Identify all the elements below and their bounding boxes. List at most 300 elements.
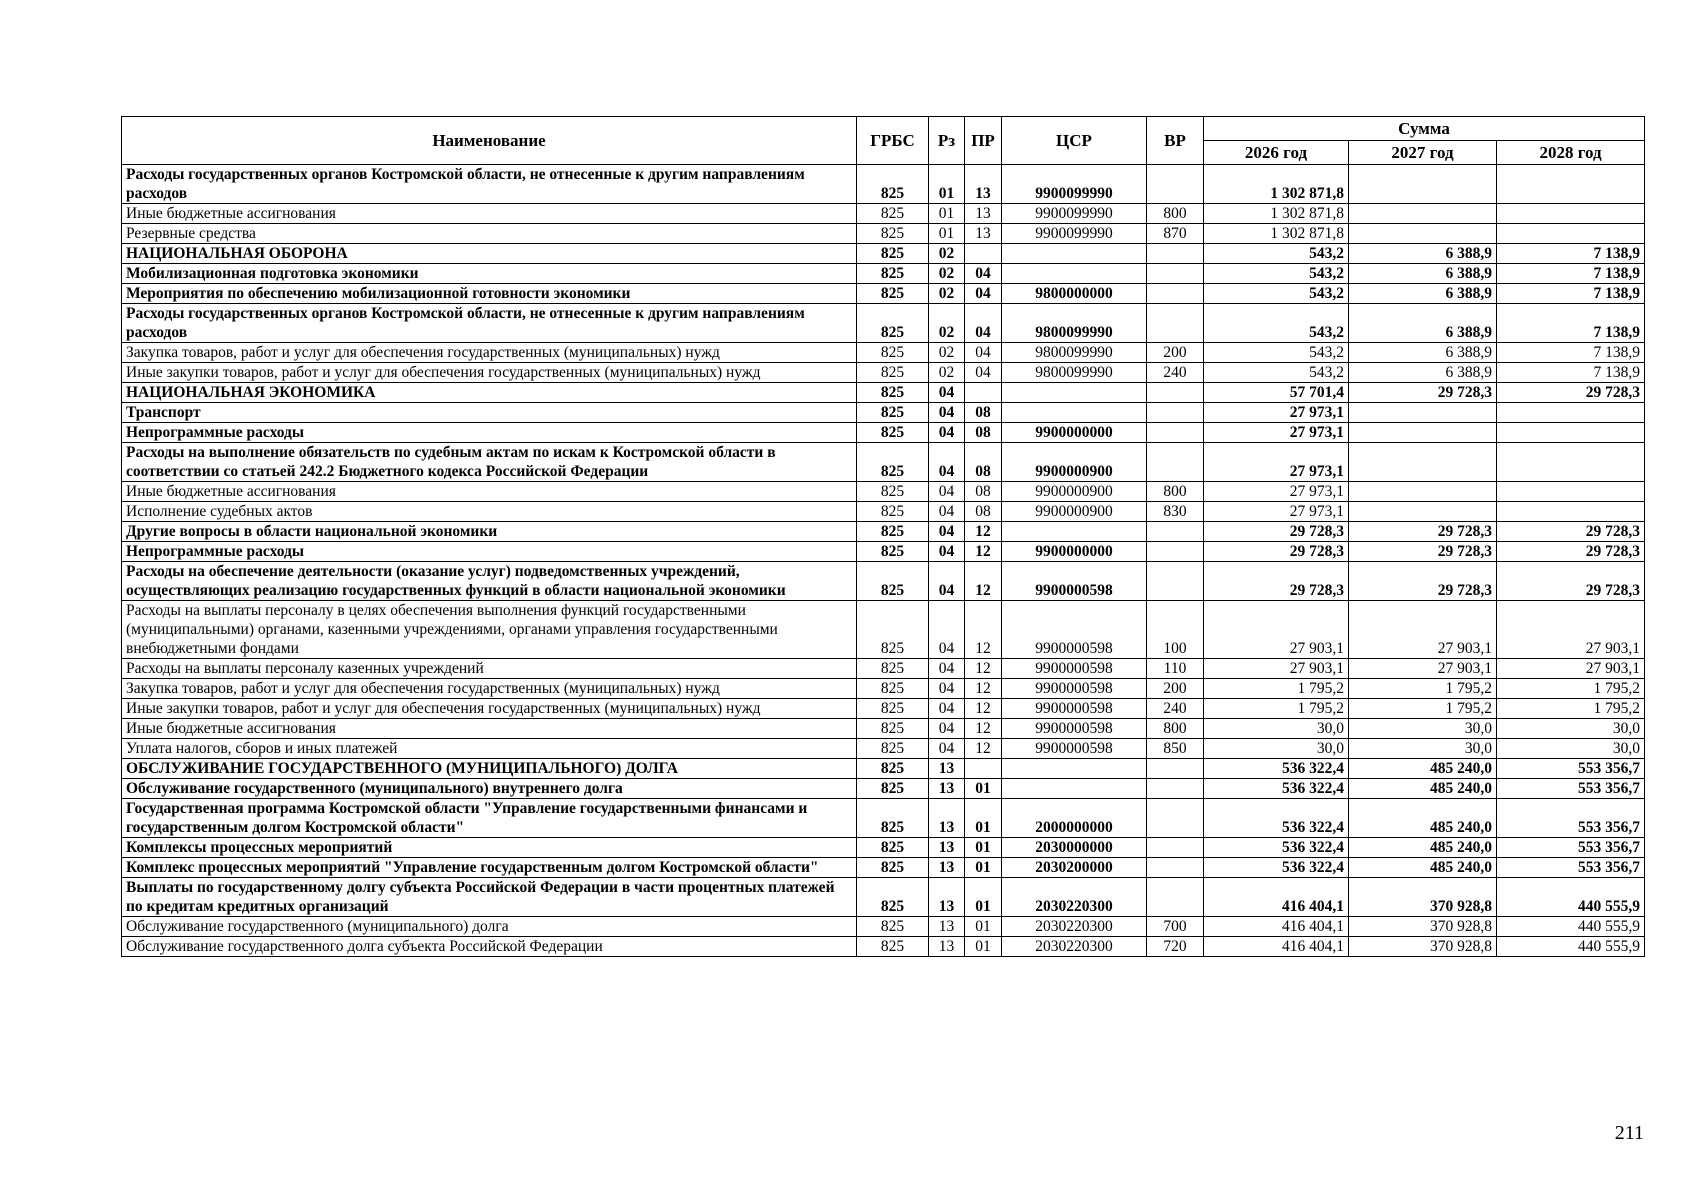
cell-rz: 02: [929, 284, 965, 304]
cell-csr: 9900000000: [1002, 423, 1147, 443]
cell-sum-2026: 57 701,4: [1204, 383, 1349, 403]
cell-grbs: 825: [857, 917, 929, 937]
cell-grbs: 825: [857, 165, 929, 204]
cell-sum-2028: [1497, 482, 1645, 502]
cell-pr: 12: [965, 542, 1002, 562]
cell-name: Иные закупки товаров, работ и услуг для обеспечения государственных (муниципальных) нужд: [122, 363, 857, 383]
cell-rz: 01: [929, 165, 965, 204]
cell-csr: 2030220300: [1002, 878, 1147, 917]
cell-pr: 01: [965, 937, 1002, 957]
cell-sum-2028: 29 728,3: [1497, 562, 1645, 601]
cell-sum-2028: 7 138,9: [1497, 304, 1645, 343]
budget-table: [121, 116, 1645, 957]
cell-grbs: 825: [857, 937, 929, 957]
cell-vr: 720: [1147, 937, 1204, 957]
cell-vr: [1147, 562, 1204, 601]
cell-sum-2026: 27 973,1: [1204, 482, 1349, 502]
cell-rz: 13: [929, 799, 965, 838]
cell-rz: 13: [929, 937, 965, 957]
cell-name: Другие вопросы в области национальной экономики: [122, 522, 857, 542]
cell-sum-2026: 29 728,3: [1204, 522, 1349, 542]
cell-name: Непрограммные расходы: [122, 423, 857, 443]
cell-name: Комплексы процессных мероприятий: [122, 838, 857, 858]
cell-sum-2026: 536 322,4: [1204, 838, 1349, 858]
cell-pr: 12: [965, 699, 1002, 719]
cell-vr: 200: [1147, 679, 1204, 699]
table-row: [122, 659, 1645, 679]
cell-sum-2026: 416 404,1: [1204, 878, 1349, 917]
cell-pr: 13: [965, 224, 1002, 244]
cell-sum-2028: 7 138,9: [1497, 264, 1645, 284]
cell-sum-2027: 30,0: [1349, 719, 1497, 739]
cell-csr: [1002, 403, 1147, 423]
cell-pr: 12: [965, 562, 1002, 601]
cell-grbs: 825: [857, 204, 929, 224]
cell-name: Непрограммные расходы: [122, 542, 857, 562]
cell-sum-2028: 29 728,3: [1497, 383, 1645, 403]
cell-grbs: 825: [857, 224, 929, 244]
cell-sum-2028: [1497, 502, 1645, 522]
cell-pr: 08: [965, 423, 1002, 443]
cell-sum-2026: 543,2: [1204, 264, 1349, 284]
cell-pr: 12: [965, 739, 1002, 759]
cell-sum-2026: 1 302 871,8: [1204, 204, 1349, 224]
cell-vr: [1147, 799, 1204, 838]
cell-grbs: 825: [857, 719, 929, 739]
cell-sum-2027: [1349, 423, 1497, 443]
cell-csr: 9900099990: [1002, 204, 1147, 224]
header-sum: Сумма: [1204, 117, 1645, 141]
table-row: [122, 363, 1645, 383]
cell-csr: 9900099990: [1002, 224, 1147, 244]
cell-pr: [965, 383, 1002, 403]
cell-vr: [1147, 779, 1204, 799]
cell-csr: 2030000000: [1002, 838, 1147, 858]
cell-sum-2027: 6 388,9: [1349, 244, 1497, 264]
cell-rz: 02: [929, 304, 965, 343]
table-row: [122, 304, 1645, 343]
cell-csr: 2030200000: [1002, 858, 1147, 878]
cell-vr: [1147, 443, 1204, 482]
cell-sum-2028: 440 555,9: [1497, 937, 1645, 957]
cell-vr: [1147, 403, 1204, 423]
cell-sum-2026: 536 322,4: [1204, 858, 1349, 878]
cell-sum-2027: 6 388,9: [1349, 264, 1497, 284]
cell-sum-2027: 370 928,8: [1349, 937, 1497, 957]
cell-grbs: 825: [857, 601, 929, 659]
cell-sum-2028: [1497, 165, 1645, 204]
cell-sum-2026: 1 795,2: [1204, 679, 1349, 699]
cell-sum-2028: [1497, 423, 1645, 443]
cell-rz: 04: [929, 601, 965, 659]
header-row: [122, 117, 1645, 141]
cell-rz: 02: [929, 264, 965, 284]
cell-vr: [1147, 244, 1204, 264]
cell-sum-2028: 553 356,7: [1497, 779, 1645, 799]
cell-vr: 240: [1147, 699, 1204, 719]
table-row: [122, 917, 1645, 937]
cell-name: Исполнение судебных актов: [122, 502, 857, 522]
cell-name: Иные бюджетные ассигнования: [122, 719, 857, 739]
cell-name: Иные бюджетные ассигнования: [122, 482, 857, 502]
cell-rz: 13: [929, 759, 965, 779]
cell-rz: 13: [929, 917, 965, 937]
cell-csr: 9800099990: [1002, 363, 1147, 383]
cell-csr: 9900000598: [1002, 719, 1147, 739]
cell-name: Закупка товаров, работ и услуг для обеспечения государственных (муниципальных) нужд: [122, 343, 857, 363]
cell-rz: 04: [929, 562, 965, 601]
cell-csr: 9900000900: [1002, 502, 1147, 522]
cell-grbs: 825: [857, 304, 929, 343]
header-grbs: ГРБС: [857, 117, 929, 165]
cell-vr: [1147, 838, 1204, 858]
table-row: [122, 759, 1645, 779]
cell-csr: [1002, 759, 1147, 779]
cell-sum-2028: 30,0: [1497, 719, 1645, 739]
cell-sum-2027: 485 240,0: [1349, 779, 1497, 799]
cell-csr: 9900099990: [1002, 165, 1147, 204]
cell-sum-2027: 6 388,9: [1349, 363, 1497, 383]
cell-sum-2026: 1 302 871,8: [1204, 224, 1349, 244]
cell-pr: 12: [965, 719, 1002, 739]
cell-rz: 04: [929, 522, 965, 542]
table-row: [122, 443, 1645, 482]
cell-sum-2026: 543,2: [1204, 343, 1349, 363]
cell-grbs: 825: [857, 799, 929, 838]
cell-sum-2026: 543,2: [1204, 284, 1349, 304]
cell-csr: [1002, 779, 1147, 799]
table-row: [122, 878, 1645, 917]
cell-sum-2026: 27 973,1: [1204, 403, 1349, 423]
cell-grbs: 825: [857, 264, 929, 284]
cell-sum-2027: 29 728,3: [1349, 542, 1497, 562]
cell-rz: 04: [929, 659, 965, 679]
cell-csr: 9800099990: [1002, 304, 1147, 343]
cell-csr: [1002, 522, 1147, 542]
cell-name: НАЦИОНАЛЬНАЯ ЭКОНОМИКА: [122, 383, 857, 403]
cell-sum-2026: 1 302 871,8: [1204, 165, 1349, 204]
cell-sum-2026: 30,0: [1204, 719, 1349, 739]
table-row: [122, 383, 1645, 403]
cell-vr: [1147, 423, 1204, 443]
cell-grbs: 825: [857, 522, 929, 542]
cell-pr: 04: [965, 304, 1002, 343]
cell-grbs: 825: [857, 542, 929, 562]
cell-pr: [965, 244, 1002, 264]
cell-vr: 870: [1147, 224, 1204, 244]
cell-pr: 04: [965, 363, 1002, 383]
cell-sum-2027: 6 388,9: [1349, 284, 1497, 304]
cell-rz: 13: [929, 878, 965, 917]
cell-vr: [1147, 759, 1204, 779]
cell-vr: 830: [1147, 502, 1204, 522]
cell-rz: 04: [929, 423, 965, 443]
table-row: [122, 799, 1645, 838]
cell-grbs: 825: [857, 343, 929, 363]
cell-sum-2027: [1349, 482, 1497, 502]
cell-sum-2027: [1349, 204, 1497, 224]
cell-vr: 100: [1147, 601, 1204, 659]
table-row: [122, 739, 1645, 759]
cell-name: Иные бюджетные ассигнования: [122, 204, 857, 224]
table-row: [122, 403, 1645, 423]
cell-rz: 01: [929, 224, 965, 244]
cell-grbs: 825: [857, 284, 929, 304]
cell-sum-2028: 27 903,1: [1497, 601, 1645, 659]
cell-vr: [1147, 264, 1204, 284]
cell-sum-2027: 27 903,1: [1349, 659, 1497, 679]
header-year-2028: 2028 год: [1497, 141, 1645, 165]
cell-sum-2027: 485 240,0: [1349, 799, 1497, 838]
table-row: [122, 699, 1645, 719]
cell-sum-2028: 553 356,7: [1497, 858, 1645, 878]
cell-csr: 9900000598: [1002, 659, 1147, 679]
cell-grbs: 825: [857, 562, 929, 601]
table-row: [122, 937, 1645, 957]
cell-csr: 9900000000: [1002, 542, 1147, 562]
cell-vr: [1147, 304, 1204, 343]
cell-sum-2028: 29 728,3: [1497, 522, 1645, 542]
cell-name: Расходы на выплаты персоналу казенных учреждений: [122, 659, 857, 679]
header-rz: Рз: [929, 117, 965, 165]
cell-sum-2028: [1497, 403, 1645, 423]
cell-sum-2027: 485 240,0: [1349, 858, 1497, 878]
cell-rz: 04: [929, 443, 965, 482]
cell-vr: 200: [1147, 343, 1204, 363]
cell-pr: 01: [965, 779, 1002, 799]
cell-sum-2027: 29 728,3: [1349, 522, 1497, 542]
cell-sum-2026: 1 795,2: [1204, 699, 1349, 719]
cell-rz: 13: [929, 858, 965, 878]
table-row: [122, 244, 1645, 264]
cell-pr: 12: [965, 522, 1002, 542]
cell-sum-2028: 7 138,9: [1497, 343, 1645, 363]
cell-pr: 01: [965, 799, 1002, 838]
cell-name: Транспорт: [122, 403, 857, 423]
table-row: [122, 838, 1645, 858]
cell-sum-2027: 485 240,0: [1349, 759, 1497, 779]
cell-rz: 04: [929, 719, 965, 739]
table-body: [122, 165, 1645, 957]
table-row: [122, 679, 1645, 699]
cell-pr: 01: [965, 838, 1002, 858]
cell-sum-2026: 30,0: [1204, 739, 1349, 759]
header-name: Наименование: [122, 117, 857, 165]
cell-sum-2027: [1349, 165, 1497, 204]
cell-grbs: 825: [857, 699, 929, 719]
cell-pr: 04: [965, 343, 1002, 363]
cell-sum-2026: 543,2: [1204, 363, 1349, 383]
cell-sum-2027: 29 728,3: [1349, 383, 1497, 403]
cell-rz: 04: [929, 542, 965, 562]
cell-grbs: 825: [857, 244, 929, 264]
cell-name: Обслуживание государственного (муниципального) долга: [122, 917, 857, 937]
cell-rz: 02: [929, 343, 965, 363]
cell-grbs: 825: [857, 779, 929, 799]
cell-rz: 01: [929, 204, 965, 224]
cell-vr: [1147, 522, 1204, 542]
header-year-2027: 2027 год: [1349, 141, 1497, 165]
cell-name: Расходы на выполнение обязательств по судебным актам по искам к Костромской области в соответствии со статьей 242.2 Бюджетного кодекса Российской Федерации: [122, 443, 857, 482]
cell-sum-2028: 553 356,7: [1497, 759, 1645, 779]
cell-sum-2028: 30,0: [1497, 739, 1645, 759]
cell-sum-2027: 6 388,9: [1349, 343, 1497, 363]
cell-rz: 04: [929, 502, 965, 522]
cell-name: Иные закупки товаров, работ и услуг для обеспечения государственных (муниципальных) нужд: [122, 699, 857, 719]
cell-grbs: 825: [857, 739, 929, 759]
cell-csr: 2030220300: [1002, 937, 1147, 957]
cell-sum-2026: 27 973,1: [1204, 443, 1349, 482]
table-row: [122, 542, 1645, 562]
cell-rz: 13: [929, 838, 965, 858]
cell-sum-2026: 536 322,4: [1204, 779, 1349, 799]
cell-csr: 2000000000: [1002, 799, 1147, 838]
cell-rz: 04: [929, 739, 965, 759]
cell-pr: 04: [965, 284, 1002, 304]
cell-sum-2027: [1349, 502, 1497, 522]
cell-sum-2027: 370 928,8: [1349, 917, 1497, 937]
cell-grbs: 825: [857, 383, 929, 403]
cell-csr: 9900000598: [1002, 739, 1147, 759]
cell-rz: 04: [929, 679, 965, 699]
cell-name: Обслуживание государственного долга субъекта Российской Федерации: [122, 937, 857, 957]
cell-sum-2026: 543,2: [1204, 304, 1349, 343]
cell-name: Государственная программа Костромской области "Управление государственными финансами и государственным долгом Костромской области": [122, 799, 857, 838]
cell-pr: 04: [965, 264, 1002, 284]
table-row: [122, 719, 1645, 739]
cell-sum-2028: 7 138,9: [1497, 363, 1645, 383]
cell-pr: 08: [965, 443, 1002, 482]
cell-vr: 800: [1147, 204, 1204, 224]
cell-grbs: 825: [857, 482, 929, 502]
cell-pr: 08: [965, 482, 1002, 502]
cell-grbs: 825: [857, 423, 929, 443]
cell-name: Обслуживание государственного (муниципального) внутреннего долга: [122, 779, 857, 799]
table-row: [122, 522, 1645, 542]
cell-sum-2026: 27 903,1: [1204, 601, 1349, 659]
cell-pr: 12: [965, 601, 1002, 659]
cell-sum-2028: 7 138,9: [1497, 244, 1645, 264]
cell-sum-2026: 543,2: [1204, 244, 1349, 264]
cell-sum-2026: 27 973,1: [1204, 502, 1349, 522]
cell-pr: 01: [965, 917, 1002, 937]
cell-name: Закупка товаров, работ и услуг для обеспечения государственных (муниципальных) нужд: [122, 679, 857, 699]
cell-name: ОБСЛУЖИВАНИЕ ГОСУДАРСТВЕННОГО (МУНИЦИПАЛЬНОГО) ДОЛГА: [122, 759, 857, 779]
cell-name: Расходы государственных органов Костромской области, не отнесенные к другим направлениям расходов: [122, 304, 857, 343]
table-row: [122, 204, 1645, 224]
cell-sum-2027: 370 928,8: [1349, 878, 1497, 917]
cell-sum-2027: 6 388,9: [1349, 304, 1497, 343]
cell-vr: 700: [1147, 917, 1204, 937]
cell-sum-2028: 1 795,2: [1497, 679, 1645, 699]
cell-name: НАЦИОНАЛЬНАЯ ОБОРОНА: [122, 244, 857, 264]
cell-vr: [1147, 858, 1204, 878]
cell-sum-2026: 29 728,3: [1204, 562, 1349, 601]
cell-sum-2026: 27 973,1: [1204, 423, 1349, 443]
cell-sum-2026: 416 404,1: [1204, 917, 1349, 937]
cell-sum-2028: [1497, 443, 1645, 482]
cell-sum-2027: 1 795,2: [1349, 679, 1497, 699]
cell-csr: 9900000598: [1002, 699, 1147, 719]
cell-sum-2027: 1 795,2: [1349, 699, 1497, 719]
table-row: [122, 858, 1645, 878]
header-vr: ВР: [1147, 117, 1204, 165]
cell-csr: 9900000900: [1002, 482, 1147, 502]
cell-vr: [1147, 383, 1204, 403]
cell-grbs: 825: [857, 363, 929, 383]
cell-csr: 9900000598: [1002, 679, 1147, 699]
table-row: [122, 264, 1645, 284]
cell-grbs: 825: [857, 759, 929, 779]
cell-csr: [1002, 244, 1147, 264]
cell-csr: [1002, 383, 1147, 403]
cell-rz: 02: [929, 363, 965, 383]
cell-grbs: 825: [857, 403, 929, 423]
table-row: [122, 601, 1645, 659]
cell-name: Расходы на обеспечение деятельности (оказание услуг) подведомственных учреждений, осуществляющих реализацию государственных функций в области национальной экономики: [122, 562, 857, 601]
cell-grbs: 825: [857, 443, 929, 482]
cell-sum-2027: 27 903,1: [1349, 601, 1497, 659]
cell-grbs: 825: [857, 679, 929, 699]
cell-sum-2028: 1 795,2: [1497, 699, 1645, 719]
cell-sum-2026: 536 322,4: [1204, 799, 1349, 838]
table-row: [122, 224, 1645, 244]
cell-grbs: 825: [857, 502, 929, 522]
cell-sum-2027: [1349, 443, 1497, 482]
cell-vr: [1147, 542, 1204, 562]
cell-pr: 12: [965, 679, 1002, 699]
cell-name: Расходы государственных органов Костромской области, не отнесенные к другим направлениям расходов: [122, 165, 857, 204]
cell-csr: [1002, 264, 1147, 284]
cell-csr: 9900000598: [1002, 562, 1147, 601]
cell-vr: 110: [1147, 659, 1204, 679]
cell-sum-2028: 553 356,7: [1497, 838, 1645, 858]
cell-csr: 9900000900: [1002, 443, 1147, 482]
cell-sum-2027: [1349, 403, 1497, 423]
cell-vr: [1147, 165, 1204, 204]
cell-rz: 04: [929, 383, 965, 403]
cell-sum-2028: 440 555,9: [1497, 878, 1645, 917]
cell-sum-2028: 7 138,9: [1497, 284, 1645, 304]
cell-pr: 12: [965, 659, 1002, 679]
cell-sum-2028: [1497, 204, 1645, 224]
cell-pr: 01: [965, 878, 1002, 917]
cell-sum-2027: 29 728,3: [1349, 562, 1497, 601]
cell-sum-2027: [1349, 224, 1497, 244]
table-row: [122, 562, 1645, 601]
cell-sum-2027: 30,0: [1349, 739, 1497, 759]
cell-csr: 9800099990: [1002, 343, 1147, 363]
cell-name: Мобилизационная подготовка экономики: [122, 264, 857, 284]
cell-name: Комплекс процессных мероприятий "Управление государственным долгом Костромской области": [122, 858, 857, 878]
page-number: 211: [1614, 1122, 1644, 1144]
cell-sum-2027: 485 240,0: [1349, 838, 1497, 858]
cell-name: Резервные средства: [122, 224, 857, 244]
cell-csr: 9900000598: [1002, 601, 1147, 659]
cell-name: Выплаты по государственному долгу субъекта Российской Федерации в части процентных платежей по кредитам кредитных организаций: [122, 878, 857, 917]
cell-sum-2026: 416 404,1: [1204, 937, 1349, 957]
cell-sum-2026: 29 728,3: [1204, 542, 1349, 562]
cell-grbs: 825: [857, 838, 929, 858]
cell-vr: 850: [1147, 739, 1204, 759]
cell-pr: [965, 759, 1002, 779]
table-row: [122, 284, 1645, 304]
table-row: [122, 423, 1645, 443]
header-pr: ПР: [965, 117, 1002, 165]
cell-rz: 04: [929, 699, 965, 719]
cell-pr: 13: [965, 165, 1002, 204]
cell-name: Уплата налогов, сборов и иных платежей: [122, 739, 857, 759]
